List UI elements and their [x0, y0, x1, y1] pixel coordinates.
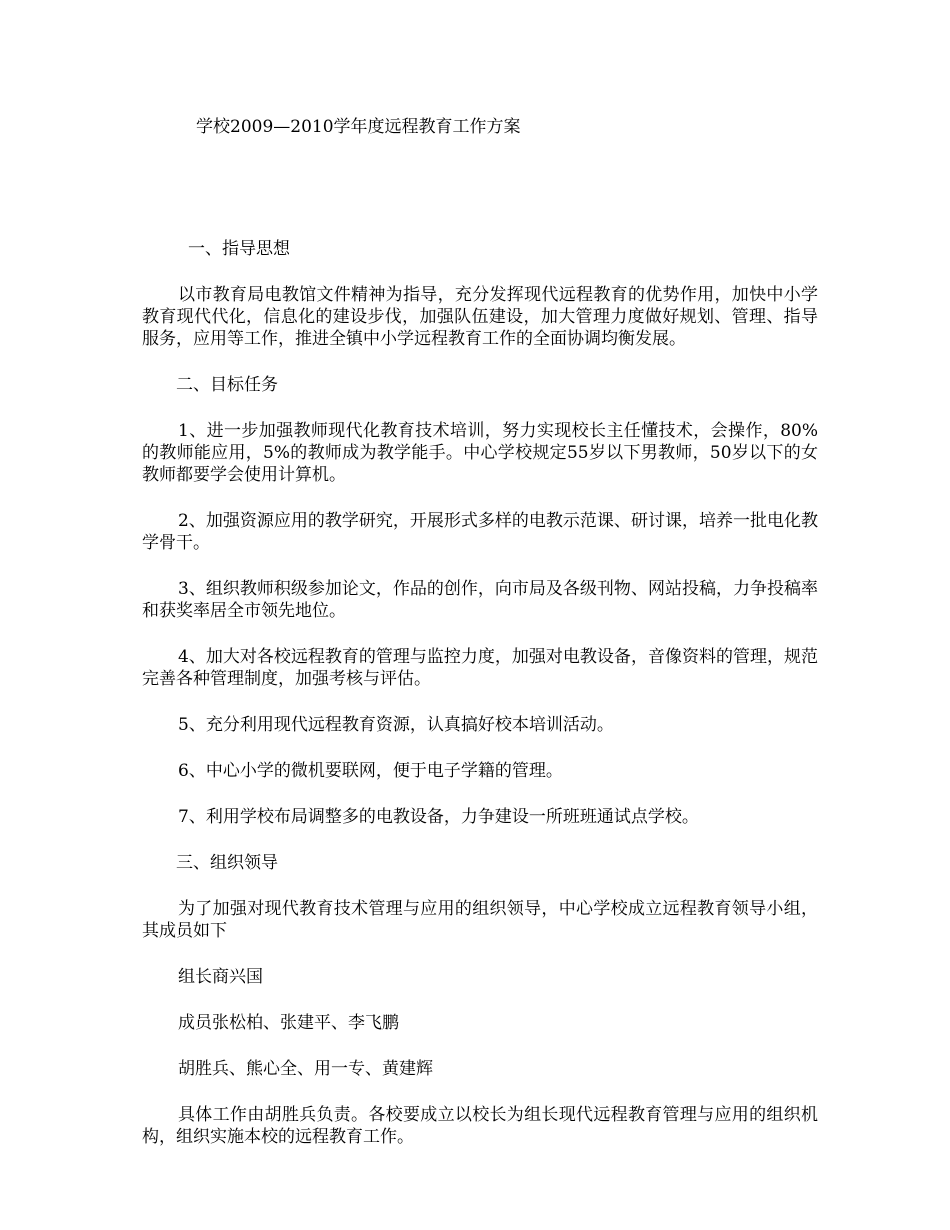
team-members-line-2: 胡胜兵、熊心全、用一专、黄建辉	[178, 1059, 433, 1079]
paragraph-organization-intro: 为了加强对现代教育技术管理与应用的组织领导，中心学校成立远程教育领导小组，其成员如下	[142, 899, 818, 941]
paragraph-guiding-ideology: 以市教育局电教馆文件精神为指导，充分发挥现代远程教育的优势作用，加快中小学教育现代代化，信息化的建设步伐，加强队伍建设，加大管理力度做好规划、管理、指导服务，应用等工作，推进全镇中小学远程教育工作的全面协调均衡发展。	[142, 285, 818, 349]
document-title: 学校2009—2010学年度远程教育工作方案	[196, 117, 521, 137]
paragraph-organization-duties: 具体工作由胡胜兵负责。各校要成立以校长为组长现代远程教育管理与应用的组织机构，组织实施本校的远程教育工作。	[142, 1105, 818, 1147]
goal-item-6: 6、中心小学的微机要联网，便于电子学籍的管理。	[178, 761, 563, 781]
goal-item-7: 7、利用学校布局调整多的电教设备，力争建设一所班班通试点学校。	[178, 807, 699, 827]
goal-item-3: 3、组织教师积级参加论文，作品的创作，向市局及各级刊物、网站投稿，力争投稿率和获奖率居全市领先地位。	[142, 579, 818, 621]
goal-item-2: 2、加强资源应用的教学研究，开展形式多样的电教示范课、研讨课，培养一批电化教学骨干。	[142, 511, 818, 553]
document-body	[142, 238, 818, 1172]
section-heading-goals: 二、目标任务	[176, 375, 278, 395]
goal-item-1: 1、进一步加强教师现代化教育技术培训，努力实现校长主任懂技术，会操作，80%的教师能应用，5%的教师成为教学能手。中心学校规定55岁以下男教师，50岁以下的女教师都要学会使用计算机。	[142, 421, 818, 485]
goal-item-4: 4、加大对各校远程教育的管理与监控力度，加强对电教设备，音像资料的管理，规范完善各种管理制度，加强考核与评估。	[142, 647, 818, 689]
section-heading-guiding-ideology: 一、指导思想	[188, 239, 290, 259]
team-leader-line: 组长商兴国	[178, 967, 263, 987]
goal-item-5: 5、充分利用现代远程教育资源，认真搞好校本培训活动。	[178, 715, 614, 735]
section-heading-organization: 三、组织领导	[176, 853, 278, 873]
team-members-line-1: 成员张松柏、张建平、李飞鹏	[178, 1013, 399, 1033]
